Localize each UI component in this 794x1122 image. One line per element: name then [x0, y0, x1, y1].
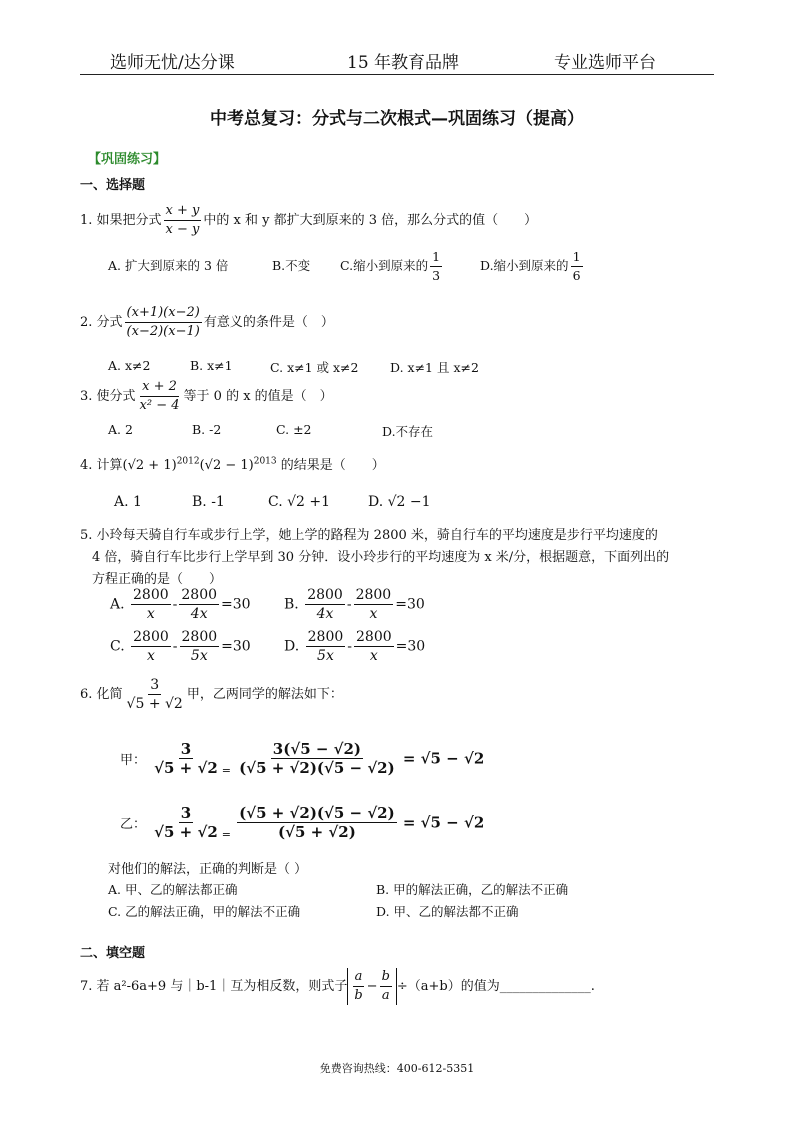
question-5-line-1: 5. 小玲每天骑自行车或步行上学，她上学的路程为 2800 米，骑自行车的平均速度是步行平均速度的 [80, 528, 658, 543]
header-center: 15 年教育品牌 [347, 53, 460, 73]
page-title: 中考总复习：分式与二次根式—巩固练习（提高） [210, 109, 584, 129]
q3-option-c: C. ±2 [276, 422, 312, 437]
footer-hotline: 免费咨询热线：400-612-5351 [319, 1062, 475, 1075]
q2-option-c: C. x≠1 或 x≠2 [270, 360, 359, 375]
q6-option-d: D. 甲、乙的解法都不正确 [376, 904, 519, 919]
question-7: 7. 若 a²-6a+9 与｜b-1｜互为相反数，则式子 $\frac{a}{b}$ − $\frac{b}{a}$ ÷（a+b）的值为______________. [80, 969, 595, 1003]
q1-option-c: C.缩小到原来的 $\frac{1}{3}$ [340, 249, 441, 283]
q5-option-a: A. $\frac{2800}{x}$ - $\frac{2800}{4x}$ =30 [110, 587, 251, 622]
q4-option-a: A. 1 [114, 494, 142, 510]
q1-option-b: B.不变 [272, 258, 311, 273]
q3-option-a: A. 2 [108, 422, 133, 437]
q6-yi-solution: 乙： $\frac{3}{√5 + √2}$ = $\frac{(√5 + √2)(√5 - √2)}{(√5 + √2)}$ = √5 − √2 [120, 804, 485, 841]
q6-option-b: B. 甲的解法正确，乙的解法不正确 [376, 882, 569, 897]
question-1: 1. 如果把分式 $\frac{x + y}{x - y}$ 中的 x 和 y 都扩大到原来的 3 倍，那么分式的值（ ） [80, 203, 538, 237]
q1-option-a: A. 扩大到原来的 3 倍 [108, 258, 229, 273]
header-left: 选师无忧/达分课 [110, 53, 235, 73]
q2-option-b: B. x≠1 [190, 358, 233, 373]
q4-option-c: C. √2 +1 [268, 494, 331, 510]
q1-option-d: D.缩小到原来的 $\frac{1}{6}$ [480, 249, 581, 283]
q6-option-c: C. 乙的解法正确，甲的解法不正确 [108, 904, 301, 919]
q6-jia-solution: 甲： $\frac{3}{√5 + √2}$ = $\frac{3(√5 - √2)}{(√5 + √2)(√5 - √2)}$ = √5 − √2 [120, 740, 485, 777]
header-rule [80, 74, 714, 75]
question-4: 4. 计算$(√2 + 1)^{2012}(√2 - 1)^{2013}$ 的结果是（ ） [80, 456, 385, 473]
q3-option-b: B. -2 [192, 422, 222, 437]
question-3: 3. 使分式 $\frac{x + 2}{\text{x² − 4}}$ 等于 0 的 x 的值是（ ） [80, 379, 333, 413]
q4-option-b: B. -1 [192, 494, 225, 510]
question-6: 6. 化简 $\frac{3}{√5 + √2}$ 甲，乙两同学的解法如下： [80, 677, 343, 712]
q5-option-c: C. $\frac{2800}{x}$ - $\frac{2800}{5x}$ =30 [110, 629, 251, 664]
section-choice: 一、选择题 [80, 178, 146, 193]
q3-option-d: D.不存在 [382, 424, 434, 439]
header-right: 专业选师平台 [554, 53, 656, 73]
q2-option-d: D. x≠1 且 x≠2 [390, 360, 479, 375]
section-tag: 【巩固练习】 [88, 152, 167, 167]
q2-option-a: A. x≠2 [108, 358, 151, 373]
question-5-line-3: 方程正确的是（ ） [92, 572, 223, 587]
section-fill-in: 二、填空题 [80, 946, 146, 961]
q6-judge: 对他们的解法，正确的判断是（ ） [108, 862, 308, 877]
q6-option-a: A. 甲、乙的解法都正确 [108, 882, 238, 897]
q5-option-b: B. $\frac{2800}{4x}$ - $\frac{2800}{x}$ =30 [284, 587, 425, 622]
question-5-line-2: 4 倍，骑自行车比步行上学早到 30 分钟．设小玲步行的平均速度为 x 米/分，根据题意，下面列出的 [92, 550, 670, 565]
question-2: 2. 分式 $\frac{(x+1)(x-2)}{(x-2)(x-1)}$ 有意义的条件是（ ） [80, 305, 334, 339]
q4-option-d: D. √2 −1 [368, 494, 431, 510]
q5-option-d: D. $\frac{2800}{5x}$ - $\frac{2800}{x}$ =30 [284, 629, 426, 664]
